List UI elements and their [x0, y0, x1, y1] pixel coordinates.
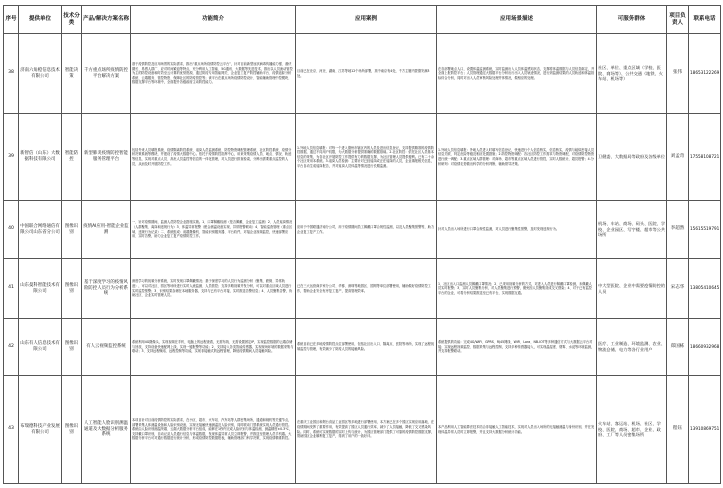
table-row: [4, 34, 721, 114]
cases-cell: 目前已在北京、河北、湖南、江苏等地12个场所部署，其中南京有4处，千方主履内蒙德安满3处。: [296, 34, 437, 114]
person-cell: 刘孟奇: [667, 114, 689, 201]
cases-cell: 系统目前已在多地疫情防控点位部署使用，包括社区出入口、隔离点、医院等场所，实现了远程视频监控与管理，有效减少了防疫人员的接触风险。: [296, 319, 437, 376]
product-cell: 疫情AI应用-智能企业监测: [82, 201, 131, 259]
groups-cell: 社区、单位、重点区域（学校、医院、商场等）、公共交通（地铁、火车站、机场等）: [597, 34, 667, 114]
product-cell: 新型肺炎疫情防控智能服务管理平台: [82, 114, 131, 201]
header-cell: 序号: [4, 6, 19, 34]
row-number: 43: [4, 376, 19, 484]
header-cell: 联系电话: [689, 6, 721, 34]
category-cell: 智能决策: [62, 34, 82, 114]
row-number: 42: [4, 319, 19, 376]
header-cell: 可服务群体: [597, 6, 667, 34]
cases-cell: 1.外地人员信息填报：对每一个进入德州市辖区内的人员及进出信息登记，支持提供精准的疫情防控数据，通过不同用户权限，为大数据分析提供准确的数据基础。2.社区防控：依托社区人员基本信息的采集，为各社区开展防控工作提供有力的数据支撑，为社区管理人员提供便利。已有二十余个社区采用本系统。3.返岗人员检测：主要针对已经返岗或正在返岗的人员，企业填报相关信息，平台自动生成返岗报告，并对返岗人员体温等情况进行长期监测。: [296, 114, 437, 201]
table-row: [4, 319, 721, 376]
header-cell: 应用案例: [296, 6, 437, 34]
phone-cell: 13910869751: [689, 376, 721, 484]
company-cell: 济南六角橙信息技术有限公司: [19, 34, 62, 114]
product-cell: 基于深度学习的疫情风险防控人员行为分析系统: [82, 259, 131, 319]
scenario-cell: 本产品利用人工智能算法技术结合非接触人工智能技术，实现对人员出入场所的无接触测温与身份识别，并在发现体温异常人员时立即报警，并且支持大数据分析统计功能。: [437, 376, 597, 484]
category-cell: 图像识别: [62, 201, 82, 259]
header-cell: 提供单位: [19, 6, 62, 34]
product-cell: 人工智能人脸识别测温通道及大数据分析服务系统: [82, 376, 131, 484]
category-cell: 图像识别: [62, 376, 82, 484]
row-number: 41: [4, 259, 19, 319]
header-cell: 产品/解决方案名称: [82, 6, 131, 34]
product-cell: 千方重点场所疫情防控平台解决方案: [82, 34, 131, 114]
product-table: [3, 5, 721, 484]
cases-cell: 在重庆工业园区和烟台食品工业园区等多地进行部署使用，本方案已在多个园区实现应用落地，在疫情期间发挥了重要作用，有效提高了园区人员通行效率，减少了人员接触，降低了交叉感染风险。同时，系统可实现数据的实时上传与统计，为园区管理部门提供了可靠的疫情防控数据支撑，帮助园区企业顺利复工复产，得到了用户的一致好评。: [296, 376, 437, 484]
table-row: [4, 201, 721, 259]
description-cell: 包括外来人员填报系统、疫情隔离防控系统、返岗人员监测系统、防控物资调配管理系统、社区防控系统、疫情分析决策系统等模块，并建设了疫情大数据中心。依托于疫情防控指挥中心，用来采集疫情人员、地点、情况、轨迹等信息，实现对重点人员、高危人员监控等信息的一体化管理，对人员进行排查检索，分辨出需要重点监控的人员，从而及时开展防控工作。: [131, 114, 296, 201]
company-cell: 新智信（山东）大数据科技有限公司: [19, 114, 62, 201]
scenario-cell: 1.外地人员信息填报：外地人员进入时填写信息登记，快速进行个人信息核实，信息核实，疫情与疑似密接人员信息关联、判定危险等级及相应处置措施；2.防控物资调配：各社区防控工作需求与物资调配，对疫情防控物资进行统一调配；3.重点区域人群管理：对商场、超市等重点区域人员进行管控，实时人数统计，超员报警；4.分析研判：对疫情走势做出科学的分析判断，辅助领导决策。: [437, 114, 597, 201]
phone-cell: 15615519791: [689, 201, 721, 259]
groups-cell: 卫健委、大数据局等政府及各级单位: [597, 114, 667, 201]
groups-cell: 中大型医院、企业中需要疫情防控的人员: [597, 259, 667, 319]
person-cell: 张伟: [667, 34, 689, 114]
scenario-cell: 在各部署地点人口，设置体温监测系统，实时监测出入人员体温感知状态，支撑将体温数据与人员信息绑定，并全面上报防控平台；人员管理通过大数据平台分析出行出入人员轨迹情况，进行到监测结果的人员轨迹和体温指标综合分析，同时对出入人员审核风险处理并体情况，做相应的处理。: [437, 34, 597, 114]
company-cell: 山东有人信息技术有限公司: [19, 319, 62, 376]
category-cell: 智能防控: [62, 114, 82, 201]
description-cell: 基于疫情防控及应用场景的实际需求，推出“重点场所疫情防控云平台”，针对目前新型冠状病毒传播能力强、潜伏期长、易感人群广、应对时间紧迫等特点，充分利用人工智能、5G通讯、大数据等先进技术，推出以人员流动管控为主的防控设备和时效至云计算的优势资源，通过防疫专用智能网关、企业复工复产防控辅助平台、疫情追踪分析系统、云端服务、管控物资、保障社区的防疫管控等；该平台在重点场所疫情防控设计、智能辅助管理中控模块、数据支撑平台等环境中，全面提升各级政府主动防控能力。: [131, 34, 296, 114]
company-cell: 布瑞德科技产业发展有限公司: [19, 376, 62, 484]
cases-cell: 应用于中国联通济南分公司，用于疫情期间员工佩戴口罩合规性监测，以及人员聚集预警等，助力企业复工复产工作。: [296, 201, 437, 259]
person-cell: 宋志华: [667, 259, 689, 319]
product-cell: 有人云视频监控系统: [82, 319, 131, 376]
scenario-cell: 针对人员出入场所进行口罩合规性监测，对人员进行聚集性预警，及时发现违规行为。: [437, 201, 597, 259]
description-cell: 本项目针对目前疫情防控的实际需求，在小区、超市、火车站、汽车站等人群密集场所，通道和闸机等关键节点，部署采集人体测温设备和人脸识别设备，实现无接触快速测温及人脸识别，同时联动门禁系统实现人员通行管控。系统由人脸识别测温终端、云端大数据分析平台组成，能够在1秒内完成人脸识别与体温检测，测温精度±0.3℃，支持戴口罩识别，自动记录人员通行信息与体温数据，发现体温异常人员立即报警，并推送至管理人员手机端。大数据分析平台可对通行数据进行统计分析，形成疫情防控数据报表，辅助管理部门科学决策，实现疫情精准防控。: [131, 376, 296, 484]
scenario-cell: 系统提供的功能：完成4G/WiFi、GPRS、RJ45网线、WiFi、Lora、NB-IOT等多种通信方式与大数据云平台对接；实现远程视频监控、数据采集与远程控制，支持多种传感器接入，可实现温湿度、烟雾、水浸等环境监测，并支持报警联动。: [437, 319, 597, 376]
row-number: 40: [4, 201, 19, 259]
phone-cell: 18653122269: [689, 34, 721, 114]
category-cell: 图像识别: [62, 259, 82, 319]
groups-cell: 医疗、工业制造、环境监测、农业、物流仓储、电力等各行业用户: [597, 319, 667, 376]
phone-cell: 13805410645: [689, 259, 721, 319]
table-header-row: [4, 6, 721, 34]
phone-cell: 18660932968: [689, 319, 721, 376]
company-cell: 中国联合网络通信有限公司山东省分公司: [19, 201, 62, 259]
row-number: 38: [4, 34, 19, 114]
person-cell: 郑国栋: [667, 319, 689, 376]
category-cell: 图像识别: [62, 319, 82, 376]
description-cell: 深度学习的视频分析系统，实时发现口罩佩戴情况；基于深度学习的人员行为监测分析（聚集、跌倒、异常轨迹），可以对社区、园区等场所进行实时人流监测、人员管控；支持多路视频并发分析，可以对重点区域人员进行实时监控预警；3、识别结果存储在本地服务器，支持与已有平台对接，实时推送告警信息；4、人员聚集告警，协助社区、企业实时管理人员。: [131, 259, 296, 319]
row-number: 39: [4, 114, 19, 201]
scenario-cell: 1、社区出入口监测人员佩戴口罩情况；2、已采用视频分析的方式，对进入人员进行佩戴口罩检测，未佩戴人员实时报警；3、实时人员聚集分析，对人员聚集进行预警，避免因人员聚集造成交叉感染；4、对于已有监控平台的企业，可将分析结果推送至已有平台，实现数据互通。: [437, 259, 597, 319]
person-cell: 李超然: [667, 201, 689, 259]
table-row: [4, 376, 721, 484]
description-cell: 一、针对疫情期间，监测人员防控企业措施实施。1、口罩佩戴检测（是否佩戴、企业复工监测）2、人员返岗情况（人群聚集、离岗和违规行为）3、体温异常报警（配合测温设备实现，异常报警联动）4、智能巡查管理（重点区域、违规行为记录）二、系统组成：前端摄像机、智能识别服务器、平台软件，对接企业视频监控，快速部署应用、实时告警，助力企业复工复产疫情防控工作。: [131, 201, 296, 259]
header-cell: 应用场景描述: [437, 6, 597, 34]
phone-cell: 17558108721: [689, 114, 721, 201]
cases-cell: 已在三大运营商多家分公司、华都、深圳等地园区、国网等单位部署使用，辅助做好疫情防控工作，帮助企业安全有序复工复产，提高管理效率。: [296, 259, 437, 319]
groups-cell: 火车站、客运站、机场、社区、学校、医院、商场、超市、企业、政府、工厂等人员密集场所: [597, 376, 667, 484]
description-cell: 系统利用4G摄像头，实现视频在手机、电脑上的远程查看，无需布线、无需设置固定IP，实现监控数据的云端存储与回放，支持设备快速配网上线，实现一键报警等功能；2、支持接入各类智能传感器，实现现场环境的数据采集与联动；3、支持远程喊话、远程控制等功能，实现非接触式的远程管理，降低疫情期间人员接触风险。: [131, 319, 296, 376]
person-cell: 程钰: [667, 376, 689, 484]
header-cell: 项目负责人: [667, 6, 689, 34]
header-cell: 技术分类: [62, 6, 82, 34]
groups-cell: 机场、车站、商场、码头、医院、学校、企业园区、写字楼、超市等公共场所: [597, 201, 667, 259]
company-cell: 山东曼科智能技术有限公司: [19, 259, 62, 319]
table-row: [4, 259, 721, 319]
header-cell: 功能简介: [131, 6, 296, 34]
table-row: [4, 114, 721, 201]
